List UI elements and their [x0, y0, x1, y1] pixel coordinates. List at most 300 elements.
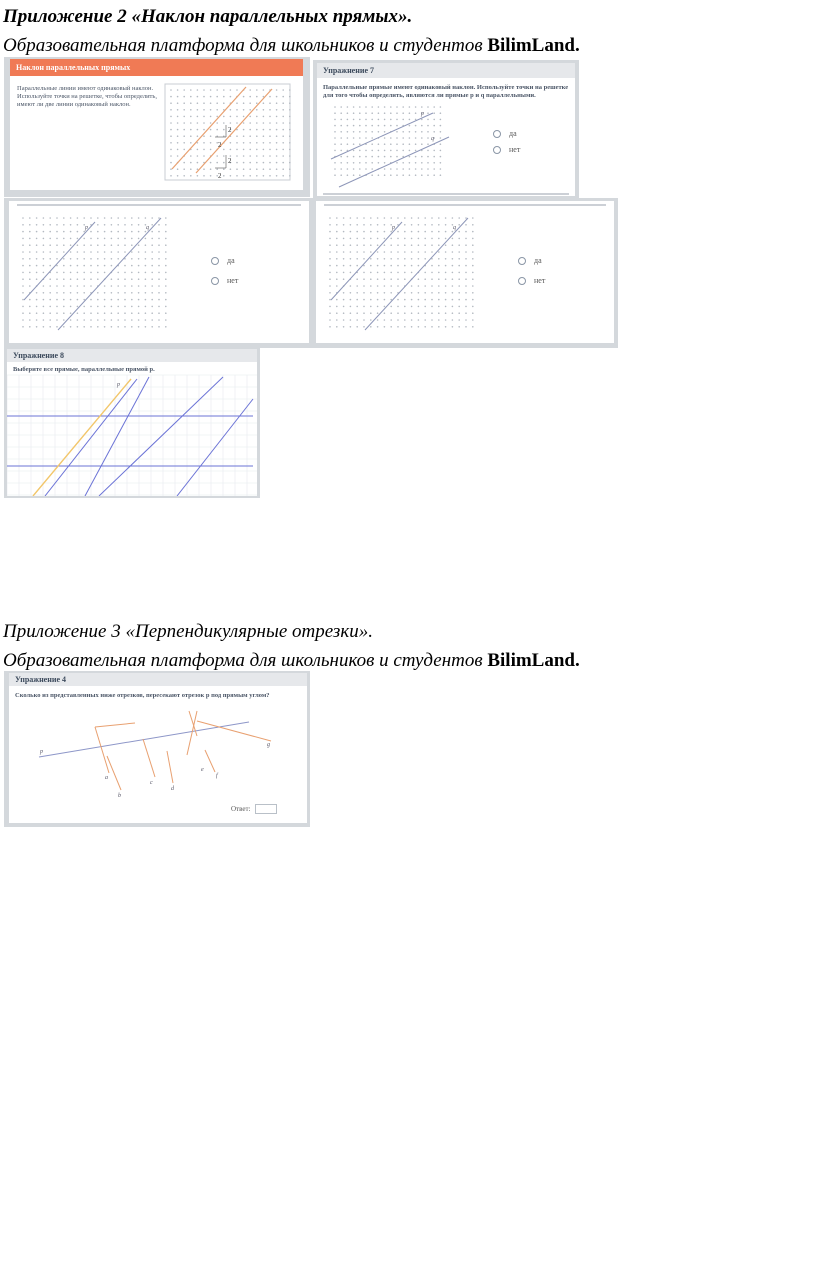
- grid-dot: [104, 231, 106, 233]
- grid-dot: [151, 258, 153, 260]
- grid-dot: [131, 306, 133, 308]
- grid-dot: [249, 96, 251, 98]
- grid-dot: [336, 285, 338, 287]
- line-label-p: p: [85, 225, 88, 231]
- grid-dot: [365, 131, 367, 133]
- grid-dot: [124, 278, 126, 280]
- grid-dot: [145, 258, 147, 260]
- exercise-7b-screenshot: [4, 198, 312, 348]
- radio-no[interactable]: [518, 276, 545, 285]
- grid-dot: [350, 244, 352, 246]
- grid-dot: [276, 162, 278, 164]
- grid-dot: [427, 156, 429, 158]
- grid-dot: [465, 238, 467, 240]
- grid-dot: [158, 231, 160, 233]
- grid-dot: [390, 244, 392, 246]
- grid-dot: [177, 109, 179, 111]
- grid-dot: [183, 175, 185, 177]
- grid-dot: [83, 231, 85, 233]
- grid-dot: [83, 292, 85, 294]
- grid-dot: [465, 217, 467, 219]
- grid-dot: [197, 149, 199, 151]
- grid-dot: [276, 116, 278, 118]
- grid-dot: [83, 244, 85, 246]
- grid-dot: [340, 156, 342, 158]
- grid-dot: [165, 278, 167, 280]
- grid-dot: [158, 319, 160, 321]
- grid-dot: [243, 102, 245, 104]
- grid-dot: [465, 251, 467, 253]
- grid-dot: [356, 231, 358, 233]
- grid-dot: [210, 168, 212, 170]
- grid-dot: [210, 122, 212, 124]
- grid-dot: [36, 306, 38, 308]
- grid-dot: [43, 285, 45, 287]
- grid-dot: [111, 238, 113, 240]
- grid-dot: [97, 306, 99, 308]
- grid-dot: [223, 102, 225, 104]
- grid-dot: [29, 217, 31, 219]
- grid-dot: [402, 131, 404, 133]
- grid-dot: [424, 292, 426, 294]
- grid-dot: [158, 326, 160, 328]
- subtitle-text: Образовательная платформа для школьников и студентов: [3, 35, 483, 56]
- exercise-7b-figure: [9, 201, 309, 343]
- radio-no[interactable]: [211, 276, 238, 285]
- grid-dot: [216, 155, 218, 157]
- grid-dot: [350, 312, 352, 314]
- grid-dot: [452, 306, 454, 308]
- grid-dot: [431, 299, 433, 301]
- grid-dot: [356, 312, 358, 314]
- grid-dot: [22, 299, 24, 301]
- grid-dot: [418, 306, 420, 308]
- grid-dot: [276, 102, 278, 104]
- grid-dot: [390, 265, 392, 267]
- grid-dot: [124, 299, 126, 301]
- grid-dot: [465, 299, 467, 301]
- grid-dot: [77, 319, 79, 321]
- grid-dot: [124, 251, 126, 253]
- grid-dot: [145, 251, 147, 253]
- grid-dot: [433, 168, 435, 170]
- grid-dot: [359, 143, 361, 145]
- grid-dot: [340, 168, 342, 170]
- grid-dot: [465, 258, 467, 260]
- grid-dot: [334, 112, 336, 114]
- grid-dot: [145, 319, 147, 321]
- grid-dot: [151, 299, 153, 301]
- grid-dot: [431, 224, 433, 226]
- grid-dot: [83, 217, 85, 219]
- grid-dot: [190, 162, 192, 164]
- grid-dot: [190, 129, 192, 131]
- grid-dot: [445, 285, 447, 287]
- grid-dot: [365, 156, 367, 158]
- grid-dot: [56, 306, 58, 308]
- grid-dot: [256, 168, 258, 170]
- grid-dot: [269, 122, 271, 124]
- exercise-8-screenshot: [4, 347, 260, 498]
- grid-dot: [415, 156, 417, 158]
- grid-dot: [347, 143, 349, 145]
- grid-dot: [111, 312, 113, 314]
- grid-dot: [249, 175, 251, 177]
- grid-dot: [384, 265, 386, 267]
- grid-dot: [347, 119, 349, 121]
- grid-dot: [411, 306, 413, 308]
- grid-dot: [223, 89, 225, 91]
- grid-dot: [263, 102, 265, 104]
- grid-dot: [418, 224, 420, 226]
- grid-dot: [256, 96, 258, 98]
- grid-dot: [83, 251, 85, 253]
- grid-dot: [131, 224, 133, 226]
- answer-input[interactable]: [255, 804, 277, 814]
- grid-dot: [402, 112, 404, 114]
- grid-dot: [170, 89, 172, 91]
- grid-dot: [390, 292, 392, 294]
- grid-dot: [183, 122, 185, 124]
- grid-dot: [404, 258, 406, 260]
- grid-dot: [216, 96, 218, 98]
- grid-dot: [49, 224, 51, 226]
- grid-dot: [276, 175, 278, 177]
- grid-dot: [356, 306, 358, 308]
- grid-dot: [458, 244, 460, 246]
- grid-dot: [452, 299, 454, 301]
- grid-dot: [131, 278, 133, 280]
- grid-dot: [359, 119, 361, 121]
- grid-dot: [356, 319, 358, 321]
- grid-dot: [145, 244, 147, 246]
- grid-dot: [370, 251, 372, 253]
- grid-dot: [445, 265, 447, 267]
- grid-dot: [452, 231, 454, 233]
- grid-dot: [397, 238, 399, 240]
- grid-dot: [397, 258, 399, 260]
- grid-dot: [384, 319, 386, 321]
- grid-dot: [243, 162, 245, 164]
- grid-dot: [22, 319, 24, 321]
- grid-dot: [29, 251, 31, 253]
- segment-label-b: b: [118, 793, 121, 799]
- grid-dot: [427, 137, 429, 139]
- grid-dot: [236, 142, 238, 144]
- grid-dot: [210, 89, 212, 91]
- grid-dot: [63, 319, 65, 321]
- grid-dot: [289, 168, 291, 170]
- grid-dot: [104, 299, 106, 301]
- grid-dot: [49, 231, 51, 233]
- grid-dot: [438, 306, 440, 308]
- grid-dot: [249, 116, 251, 118]
- grid-dot: [402, 162, 404, 164]
- grid-dot: [340, 131, 342, 133]
- grid-dot: [363, 312, 365, 314]
- grid-dot: [243, 149, 245, 151]
- grid-dot: [289, 162, 291, 164]
- grid-dot: [276, 122, 278, 124]
- grid-dot: [104, 312, 106, 314]
- grid-dot: [334, 137, 336, 139]
- grid-dot: [36, 251, 38, 253]
- grid-dot: [397, 231, 399, 233]
- grid-dot: [249, 142, 251, 144]
- grid-dot: [384, 292, 386, 294]
- grid-dot: [334, 131, 336, 133]
- grid-dot: [465, 326, 467, 328]
- radio-circle-icon: [493, 146, 501, 154]
- grid-dot: [329, 251, 331, 253]
- grid-dot: [404, 278, 406, 280]
- grid-dot: [440, 168, 442, 170]
- grid-dot: [90, 319, 92, 321]
- grid-dot: [230, 168, 232, 170]
- grid-dot: [465, 285, 467, 287]
- grid-dot: [236, 149, 238, 151]
- grid-dot: [424, 244, 426, 246]
- grid-dot: [90, 231, 92, 233]
- grid-dot: [377, 272, 379, 274]
- grid-dot: [43, 292, 45, 294]
- grid-dot: [427, 131, 429, 133]
- grid-dot: [431, 278, 433, 280]
- grid-dot: [438, 292, 440, 294]
- grid-dot: [170, 135, 172, 137]
- grid-dot: [263, 116, 265, 118]
- grid-dot: [138, 299, 140, 301]
- grid-dot: [131, 258, 133, 260]
- grid-dot: [377, 292, 379, 294]
- grid-dot: [440, 143, 442, 145]
- line-label-q: q: [146, 225, 149, 231]
- grid-dot: [158, 238, 160, 240]
- grid-dot: [343, 258, 345, 260]
- grid-dot: [183, 162, 185, 164]
- grid-dot: [236, 116, 238, 118]
- grid-dot: [276, 142, 278, 144]
- grid-dot: [203, 142, 205, 144]
- grid-dot: [165, 244, 167, 246]
- grid-dot: [402, 174, 404, 176]
- grid-dot: [151, 272, 153, 274]
- grid-dot: [377, 244, 379, 246]
- segment-label-a: a: [105, 775, 108, 781]
- grid-dot: [371, 168, 373, 170]
- grid-dot: [177, 135, 179, 137]
- grid-dot: [190, 155, 192, 157]
- grid-dot: [49, 312, 51, 314]
- grid-dot: [124, 319, 126, 321]
- grid-dot: [365, 137, 367, 139]
- grid-dot: [438, 285, 440, 287]
- grid-dot: [340, 125, 342, 127]
- exercise-4-screenshot: [4, 671, 310, 827]
- grid-dot: [165, 224, 167, 226]
- grid-dot: [165, 312, 167, 314]
- grid-dot: [36, 258, 38, 260]
- grid-dot: [138, 306, 140, 308]
- radio-yes[interactable]: [518, 256, 542, 265]
- grid-dot: [131, 319, 133, 321]
- grid-dot: [397, 319, 399, 321]
- grid-dot: [49, 292, 51, 294]
- grid-dot: [124, 326, 126, 328]
- grid-dot: [365, 112, 367, 114]
- grid-dot: [124, 238, 126, 240]
- grid-dot: [424, 278, 426, 280]
- grid-dot: [343, 231, 345, 233]
- grid-dot: [243, 168, 245, 170]
- grid-dot: [249, 102, 251, 104]
- grid-dot: [363, 326, 365, 328]
- grid-dot: [70, 299, 72, 301]
- grid-dot: [256, 135, 258, 137]
- grid-dot: [131, 251, 133, 253]
- grid-dot: [131, 299, 133, 301]
- grid-dot: [371, 137, 373, 139]
- grid-dot: [340, 150, 342, 152]
- grid-dot: [458, 265, 460, 267]
- grid-dot: [138, 258, 140, 260]
- grid-dot: [43, 238, 45, 240]
- grid-dot: [117, 278, 119, 280]
- grid-dot: [363, 258, 365, 260]
- grid-dot: [70, 326, 72, 328]
- grid-dot: [269, 175, 271, 177]
- grid-dot: [36, 299, 38, 301]
- grid-dot: [347, 162, 349, 164]
- grid-dot: [256, 155, 258, 157]
- grid-dot: [363, 217, 365, 219]
- grid-dot: [111, 251, 113, 253]
- grid-dot: [370, 265, 372, 267]
- grid-dot: [424, 251, 426, 253]
- grid-dot: [151, 312, 153, 314]
- grid-dot: [370, 258, 372, 260]
- grid-dot: [56, 224, 58, 226]
- grid-dot: [190, 135, 192, 137]
- grid-dot: [22, 244, 24, 246]
- grid-dot: [431, 272, 433, 274]
- segment-label-f: f: [216, 773, 218, 779]
- grid-dot: [151, 244, 153, 246]
- grid-dot: [282, 155, 284, 157]
- grid-dot: [404, 238, 406, 240]
- grid-dot: [138, 244, 140, 246]
- grid-dot: [170, 102, 172, 104]
- grid-dot: [170, 129, 172, 131]
- grid-dot: [263, 162, 265, 164]
- grid-dot: [329, 238, 331, 240]
- grid-dot: [452, 272, 454, 274]
- grid-dot: [347, 174, 349, 176]
- grid-dot: [56, 299, 58, 301]
- grid-dot: [183, 129, 185, 131]
- grid-dot: [117, 217, 119, 219]
- grid-dot: [377, 265, 379, 267]
- grid-dot: [97, 319, 99, 321]
- grid-dot: [256, 109, 258, 111]
- grid-dot: [223, 116, 225, 118]
- grid-dot: [203, 122, 205, 124]
- grid-dot: [336, 319, 338, 321]
- grid-dot: [177, 142, 179, 144]
- grid-dot: [90, 217, 92, 219]
- grid-dot: [111, 306, 113, 308]
- grid-dot: [165, 285, 167, 287]
- grid-dot: [418, 238, 420, 240]
- grid-dot: [390, 319, 392, 321]
- grid-dot: [243, 96, 245, 98]
- grid-dot: [289, 155, 291, 157]
- grid-dot: [472, 265, 474, 267]
- grid-dot: [445, 326, 447, 328]
- grid-dot: [427, 125, 429, 127]
- grid-dot: [124, 306, 126, 308]
- radio-yes[interactable]: [211, 256, 235, 265]
- grid-dot: [63, 299, 65, 301]
- grid-dot: [384, 299, 386, 301]
- grid-dot: [415, 162, 417, 164]
- grid-dot: [236, 162, 238, 164]
- grid-dot: [371, 156, 373, 158]
- grid-dot: [29, 306, 31, 308]
- grid-dot: [390, 299, 392, 301]
- grid-dot: [124, 244, 126, 246]
- grid-dot: [263, 109, 265, 111]
- grid-dot: [151, 224, 153, 226]
- grid-dot: [329, 217, 331, 219]
- grid-dot: [177, 175, 179, 177]
- grid-dot: [249, 122, 251, 124]
- exercise-4-figure: [9, 673, 307, 823]
- grid-dot: [409, 143, 411, 145]
- grid-dot: [158, 292, 160, 294]
- grid-dot: [397, 217, 399, 219]
- grid-dot: [396, 150, 398, 152]
- grid-dot: [77, 312, 79, 314]
- grid-dot: [289, 122, 291, 124]
- grid-dot: [472, 278, 474, 280]
- grid-dot: [111, 244, 113, 246]
- grid-dot: [409, 131, 411, 133]
- grid-dot: [77, 224, 79, 226]
- grid-dot: [418, 217, 420, 219]
- grid-dot: [433, 106, 435, 108]
- grid-dot: [190, 96, 192, 98]
- grid-dot: [458, 231, 460, 233]
- grid-dot: [418, 312, 420, 314]
- grid-dot: [424, 238, 426, 240]
- grid-dot: [210, 135, 212, 137]
- grid-dot: [390, 119, 392, 121]
- grid-dot: [70, 251, 72, 253]
- radio-no[interactable]: [493, 145, 520, 154]
- grid-dot: [236, 102, 238, 104]
- grid-dot: [397, 285, 399, 287]
- grid-dot: [411, 319, 413, 321]
- grid-dot: [415, 131, 417, 133]
- grid-dot: [236, 135, 238, 137]
- grid-dot: [377, 285, 379, 287]
- radio-yes[interactable]: [493, 129, 517, 138]
- grid-dot: [397, 251, 399, 253]
- grid-dot: [29, 285, 31, 287]
- grid-dot: [350, 238, 352, 240]
- grid-dot: [418, 244, 420, 246]
